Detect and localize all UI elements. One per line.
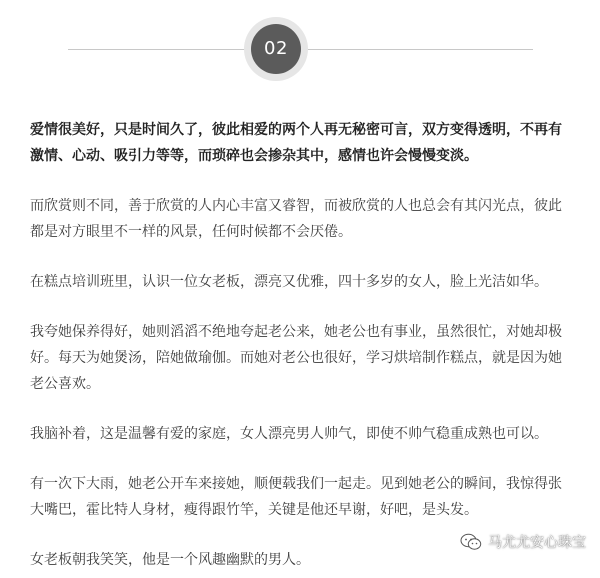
paragraph: 我脑补着，这是温馨有爱的家庭，女人漂亮男人帅气，即使不帅气稳重成熟也可以。 (30, 426, 548, 442)
paragraph: 而欣赏则不同，善于欣赏的人内心丰富又睿智，而被欣赏的人也总会有其闪光点，彼此都是对方眼里不一样的风景，任何时候都不会厌倦。 (30, 198, 562, 240)
paragraph: 在糕点培训班里，认识一位女老板，漂亮又优雅，四十多岁的女人，脸上光洁如华。 (30, 274, 548, 290)
paragraph: 女老板朝我笑笑，他是一个风趣幽默的男人。 (30, 552, 310, 568)
section-header (0, 0, 600, 100)
divider-right (301, 49, 533, 50)
paragraph: 有一次下大雨，她老公开车来接她，顺便载我们一起走。见到她老公的瞬间，我惊得张大嘴巴，霍比特人身材，瘦得跟竹竿，关键是他还早谢，好吧，是头发。 (30, 476, 562, 518)
divider-left (68, 49, 252, 50)
section-number-badge: 02 (251, 24, 301, 74)
account-watermark (460, 532, 586, 552)
wechat-icon (460, 533, 482, 551)
paragraph-intro: 爱情很美好，只是时间久了，彼此相爱的两个人再无秘密可言，双方变得透明，不再有激情、心动、吸引力等等，而琐碎也会掺杂其中，感情也许会慢慢变淡。 (30, 122, 562, 164)
paragraph: 我夸她保养得好，她则滔滔不绝地夸起老公来，她老公也有事业，虽然很忙，对她却极好。每天为她煲汤，陪她做瑜伽。而她对老公也很好，学习烘培制作糕点，就是因为她老公喜欢。 (30, 324, 562, 392)
watermark-text: 马尤尤安心珠宝 (488, 535, 586, 551)
